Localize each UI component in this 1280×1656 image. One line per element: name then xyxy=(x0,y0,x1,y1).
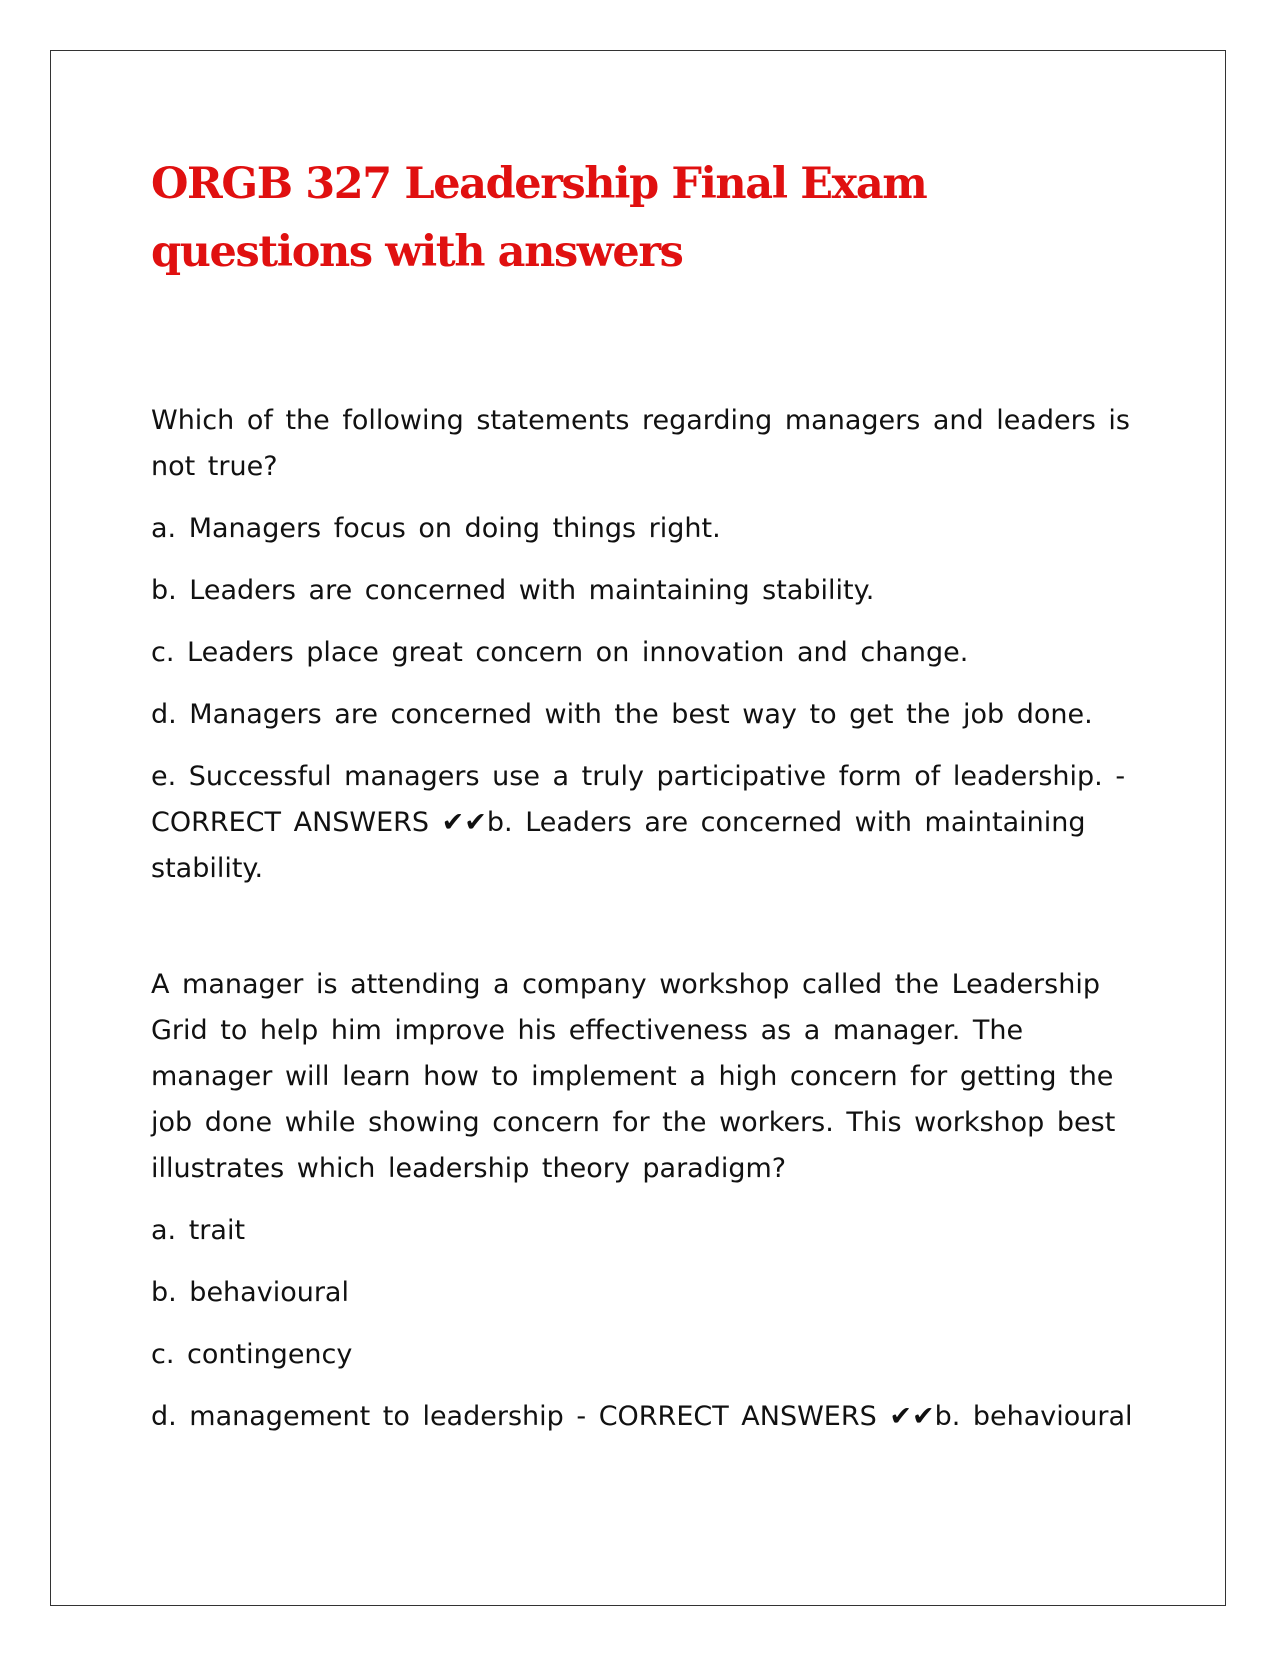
answer-option-a: a. trait xyxy=(151,1215,246,1246)
answer-option-e xyxy=(151,754,1141,892)
answer-option-c: c. Leaders place great concern on innovation and change. xyxy=(151,637,969,668)
answer-option-b: b. Leaders are concerned with maintaining stability. xyxy=(151,575,875,606)
option-text: e. Successful managers use a truly participative form of leadership. xyxy=(151,761,1103,792)
answer-option-d: d. Managers are concerned with the best way to get the job done. xyxy=(151,699,1093,730)
answer-option-a: a. Managers focus on doing things right. xyxy=(151,513,721,544)
answer-option-b: b. behavioural xyxy=(151,1277,349,1308)
correct-answer: - CORRECT ANSWERS ✔✔b. Leaders are concerned with maintaining stability. xyxy=(151,761,1126,884)
answer-option-d xyxy=(151,1394,1141,1440)
document-content xyxy=(151,150,1141,1456)
question-prompt: Which of the following statements regarding managers and leaders is not true? xyxy=(151,405,1130,482)
question-1 xyxy=(151,398,1141,892)
document-title: ORGB 327 Leadership Final Exam questions with answers xyxy=(151,159,927,277)
question-prompt: A manager is attending a company workshop called the Leadership Grid to help him improve his effectiveness as a manager. The manager will learn how to implement a high concern for getting the job done while showing concern for the workers. This workshop best illustrates which leadership theory paradigm? xyxy=(151,969,1116,1184)
correct-answer: - CORRECT ANSWERS ✔✔b. behavioural xyxy=(563,1401,1133,1432)
option-text: d. management to leadership xyxy=(151,1401,564,1432)
answer-option-c: c. contingency xyxy=(151,1339,353,1370)
question-2 xyxy=(151,962,1141,1440)
